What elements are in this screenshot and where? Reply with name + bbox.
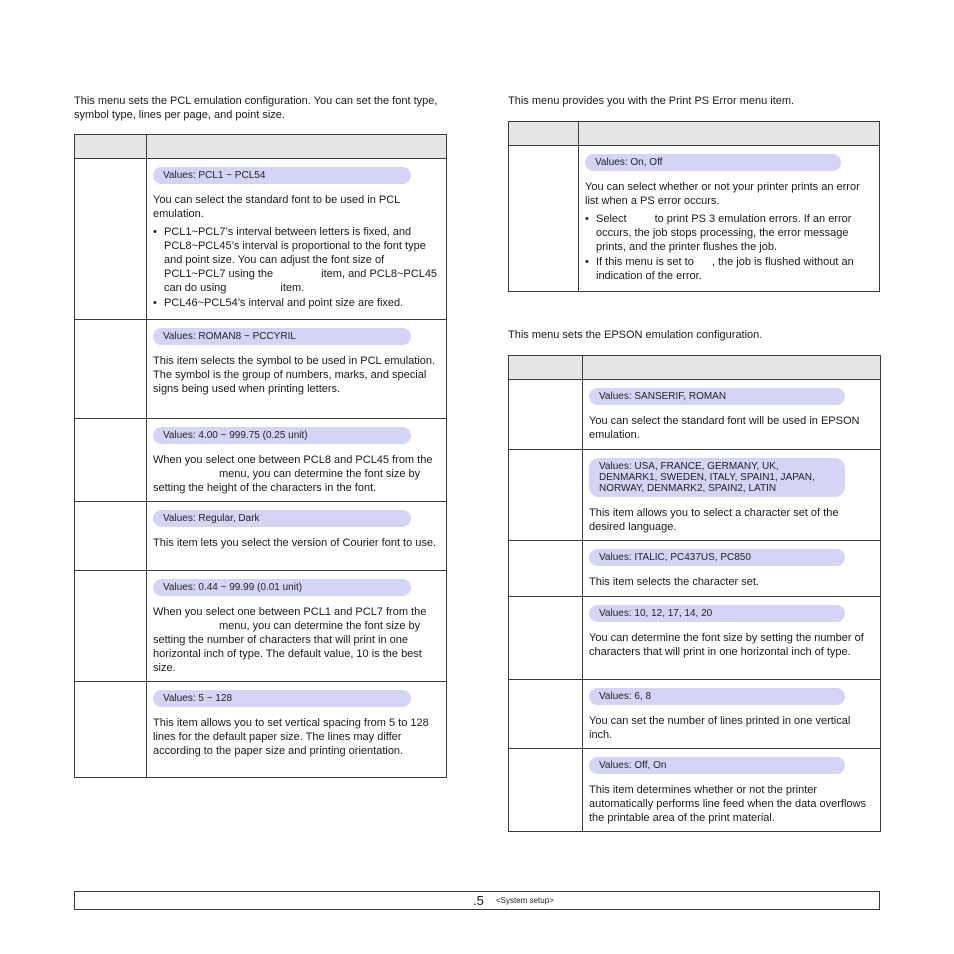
header-item-cell bbox=[509, 356, 583, 380]
values-badge: Values: ROMAN8 ~ PCCYRIL bbox=[153, 328, 411, 345]
item-name-cell bbox=[75, 320, 147, 419]
description-cell bbox=[147, 571, 447, 682]
table-row bbox=[75, 320, 447, 419]
table-header-row bbox=[75, 135, 447, 159]
item-name-cell bbox=[509, 146, 579, 292]
item-name-cell bbox=[75, 571, 147, 682]
values-badge: Values: Off, On bbox=[589, 757, 845, 774]
values-badge: Values: 4.00 ~ 999.75 (0.25 unit) bbox=[153, 427, 411, 444]
list-item: • Select to print PS 3 emulation errors. If an error occurs, the job stops processing, the error message prints, and the printer flushes the job. bbox=[585, 212, 873, 254]
bullet-text: PCL1~PCL7’s interval between letters is fixed, and PCL8~PCL45’s interval is proportional to the font type and point size. You can adjust the font size of PCL1~PCL7 using the bbox=[164, 226, 426, 280]
description-cell bbox=[147, 502, 447, 571]
description-text: When you select one between PCL1 and PCL7 from themenu, you can determine the font size by setting the number of characters that will print in one horizontal inch of type. The default value, 10 is the best size. bbox=[153, 606, 427, 674]
description-text: This item selects the symbol to be used in PCL emulation. The symbol is the group of numbers, marks, and special signs being used when printing letters. bbox=[153, 355, 436, 395]
ps-intro: This menu provides you with the Print PS Error menu item. bbox=[508, 95, 795, 107]
description-text: You can select the standard font to be used in PCL emulation. bbox=[153, 194, 400, 220]
bullet-text: item. bbox=[280, 282, 305, 294]
list-item: • If this menu is set to , the job is flushed without an indication of the error. bbox=[585, 255, 873, 283]
description-cell bbox=[583, 597, 881, 680]
bullet-list bbox=[585, 212, 873, 283]
table-row bbox=[75, 571, 447, 682]
item-name-cell bbox=[509, 749, 583, 832]
epson-menu-table bbox=[508, 355, 881, 832]
section-label: <System setup> bbox=[496, 896, 554, 905]
item-name-cell bbox=[509, 380, 583, 450]
table-row bbox=[509, 146, 880, 292]
list-item: • PCL46~PCL54’s interval and point size are fixed. bbox=[153, 296, 440, 310]
header-item-cell bbox=[75, 135, 147, 159]
values-badge: Values: 5 ~ 128 bbox=[153, 690, 411, 707]
item-name-cell bbox=[509, 680, 583, 749]
item-name-cell bbox=[509, 597, 583, 680]
list-item bbox=[153, 225, 440, 295]
table-header-row bbox=[509, 356, 881, 380]
description-text: This item allows you to select a character set of the desired language. bbox=[589, 507, 839, 533]
values-badge: Values: 6, 8 bbox=[589, 688, 845, 705]
table-row bbox=[75, 419, 447, 502]
description-text: This item lets you select the version of Courier font to use. bbox=[153, 537, 437, 549]
page-footer bbox=[74, 891, 880, 910]
description-cell bbox=[147, 320, 447, 419]
description-text: You can select whether or not your printer prints an error list when a PS error occurs. bbox=[585, 181, 860, 207]
description-cell bbox=[147, 419, 447, 502]
header-description-cell bbox=[147, 135, 447, 159]
description-cell bbox=[583, 749, 881, 832]
table-row bbox=[75, 682, 447, 778]
description-text: This item determines whether or not the printer automatically performs line feed when the data overflows the printable area of the print material. bbox=[589, 784, 866, 824]
values-badge: Values: Regular, Dark bbox=[153, 510, 411, 527]
values-badge: Values: USA, FRANCE, GERMANY, UK, DENMARK1, SWEDEN, ITALY, SPAIN1, JAPAN, NORWAY, DENMARK2, SPAIN2, LATIN bbox=[589, 458, 845, 497]
item-name-cell bbox=[75, 502, 147, 571]
bullet-text: item, and PCL8~PCL45 can do using bbox=[164, 268, 438, 294]
values-badge: Values: 10, 12, 17, 14, 20 bbox=[589, 605, 845, 622]
description-text: This item selects the character set. bbox=[589, 576, 759, 588]
item-name-cell bbox=[75, 419, 147, 502]
description-cell bbox=[583, 541, 881, 597]
ps-menu-table bbox=[508, 121, 880, 292]
header-description-cell bbox=[579, 122, 880, 146]
table-row bbox=[75, 502, 447, 571]
table-row bbox=[509, 450, 881, 541]
bullet-list bbox=[153, 225, 440, 310]
pcl-menu-table bbox=[74, 134, 447, 778]
values-badge: Values: On, Off bbox=[585, 154, 841, 171]
description-cell bbox=[147, 159, 447, 320]
description-cell bbox=[147, 682, 447, 778]
item-name-cell bbox=[75, 159, 147, 320]
description-text: When you select one between PCL8 and PCL45 from themenu, you can determine the font size by setting the height of the characters in the font. bbox=[153, 454, 433, 494]
description-text: You can determine the font size by setting the number of characters that will print in one horizontal inch of type. bbox=[589, 632, 864, 658]
description-cell bbox=[579, 146, 880, 292]
page-number: .5 bbox=[473, 893, 484, 908]
table-row bbox=[509, 597, 881, 680]
table-row bbox=[509, 749, 881, 832]
description-text: This item allows you to set vertical spacing from 5 to 128 lines for the default paper size. The lines may differ according to the paper size and printing orientation. bbox=[153, 717, 429, 757]
table-header-row bbox=[509, 122, 880, 146]
values-badge: Values: 0.44 ~ 99.99 (0.01 unit) bbox=[153, 579, 411, 596]
table-row bbox=[509, 380, 881, 450]
header-item-cell bbox=[509, 122, 579, 146]
table-row bbox=[75, 159, 447, 320]
values-badge: Values: ITALIC, PC437US, PC850 bbox=[589, 549, 845, 566]
values-badge: Values: PCL1 ~ PCL54 bbox=[153, 167, 411, 184]
values-badge: Values: SANSERIF, ROMAN bbox=[589, 388, 845, 405]
table-row bbox=[509, 680, 881, 749]
description-text: You can set the number of lines printed in one vertical inch. bbox=[589, 715, 851, 741]
item-name-cell bbox=[509, 541, 583, 597]
epson-intro: This menu sets the EPSON emulation configuration. bbox=[508, 329, 763, 341]
description-text: You can select the standard font will be used in EPSON emulation. bbox=[589, 415, 860, 441]
header-description-cell bbox=[583, 356, 881, 380]
item-name-cell bbox=[509, 450, 583, 541]
item-name-cell bbox=[75, 682, 147, 778]
description-cell bbox=[583, 450, 881, 541]
description-cell bbox=[583, 380, 881, 450]
pcl-intro: This menu sets the PCL emulation configuration. You can set the font type, symbol type, lines per page, and point size. bbox=[74, 95, 438, 121]
description-cell bbox=[583, 680, 881, 749]
table-row bbox=[509, 541, 881, 597]
